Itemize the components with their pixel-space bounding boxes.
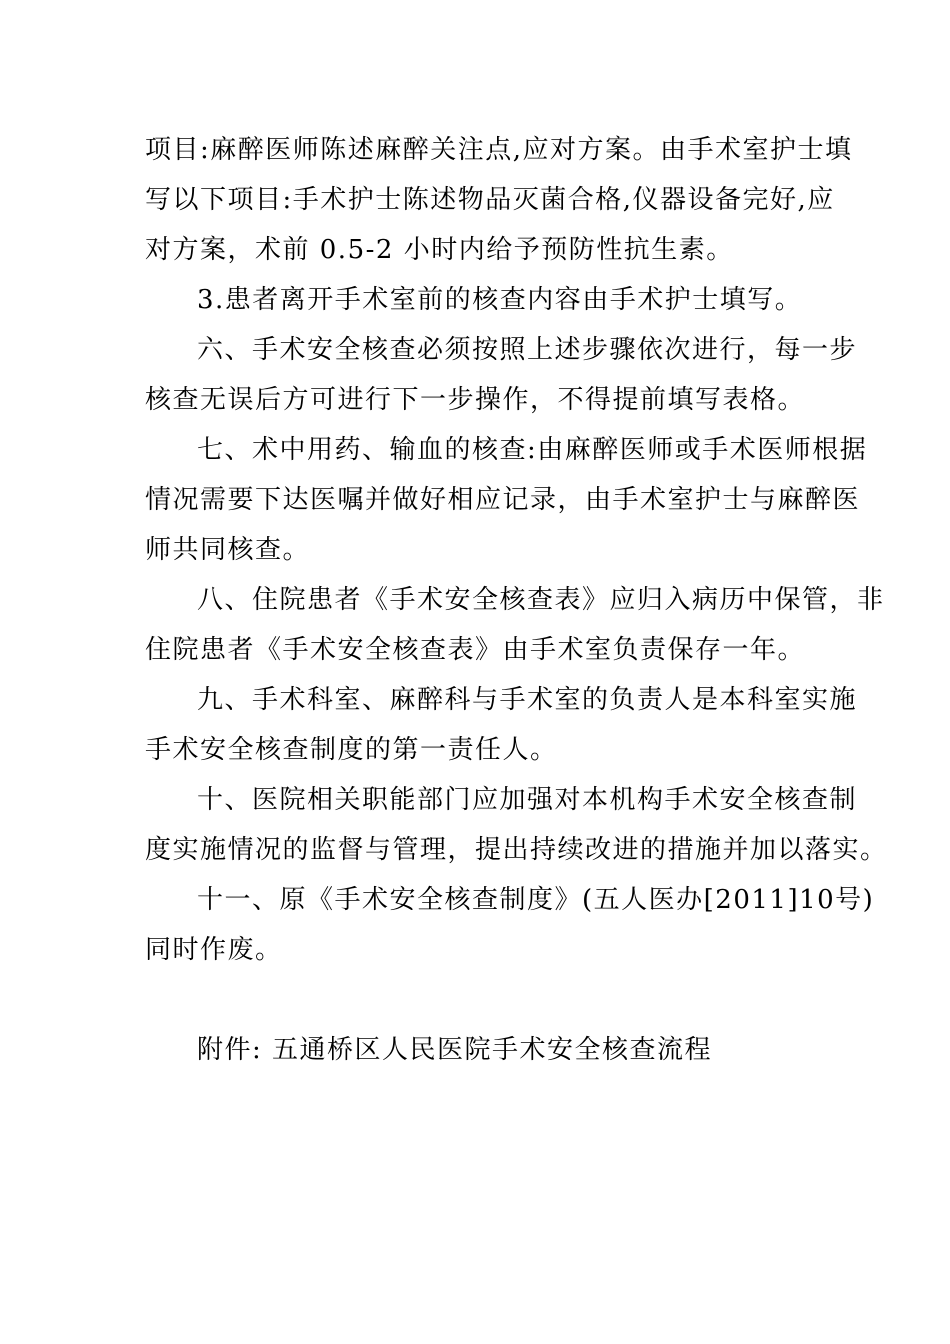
- text-line: 十、医院相关职能部门应加强对本机构手术安全核查制: [197, 785, 858, 815]
- text-line: 六、手术安全核查必须按照上述步骤依次进行，每一步: [197, 335, 858, 365]
- text-line: 十一、原《手术安全核查制度》(五人医办[2011]10号): [197, 885, 875, 915]
- text-line: 度实施情况的监督与管理，提出持续改进的措施并加以落实。: [145, 835, 888, 865]
- attachment-line: 附件: 五通桥区人民医院手术安全核查流程: [197, 1035, 713, 1065]
- text-line: 八、住院患者《手术安全核查表》应归入病历中保管，非: [197, 585, 885, 615]
- text-line: 情况需要下达医嘱并做好相应记录，由手术室护士与麻醉医: [145, 485, 861, 515]
- text-line: 项目:麻醉医师陈述麻醉关注点,应对方案。由手术室护士填: [145, 135, 853, 165]
- text-line: 九、手术科室、麻醉科与手术室的负责人是本科室实施: [197, 685, 858, 715]
- text-line: 3.患者离开手术室前的核查内容由手术护士填写。: [197, 285, 803, 315]
- text-line: 师共同核查。: [145, 535, 311, 565]
- text-line: 写以下项目:手术护士陈述物品灭菌合格,仪器设备完好,应: [145, 185, 835, 215]
- text-line: 对方案，术前 0.5-2 小时内给予预防性抗生素。: [145, 235, 734, 265]
- text-line: 核查无误后方可进行下一步操作，不得提前填写表格。: [145, 385, 806, 415]
- text-line: 住院患者《手术安全核查表》由手术室负责保存一年。: [145, 635, 806, 665]
- text-line: 同时作废。: [145, 935, 283, 965]
- text-line: 七、术中用药、输血的核查:由麻醉医师或手术医师根据: [197, 435, 868, 465]
- text-line: 手术安全核查制度的第一责任人。: [145, 735, 558, 765]
